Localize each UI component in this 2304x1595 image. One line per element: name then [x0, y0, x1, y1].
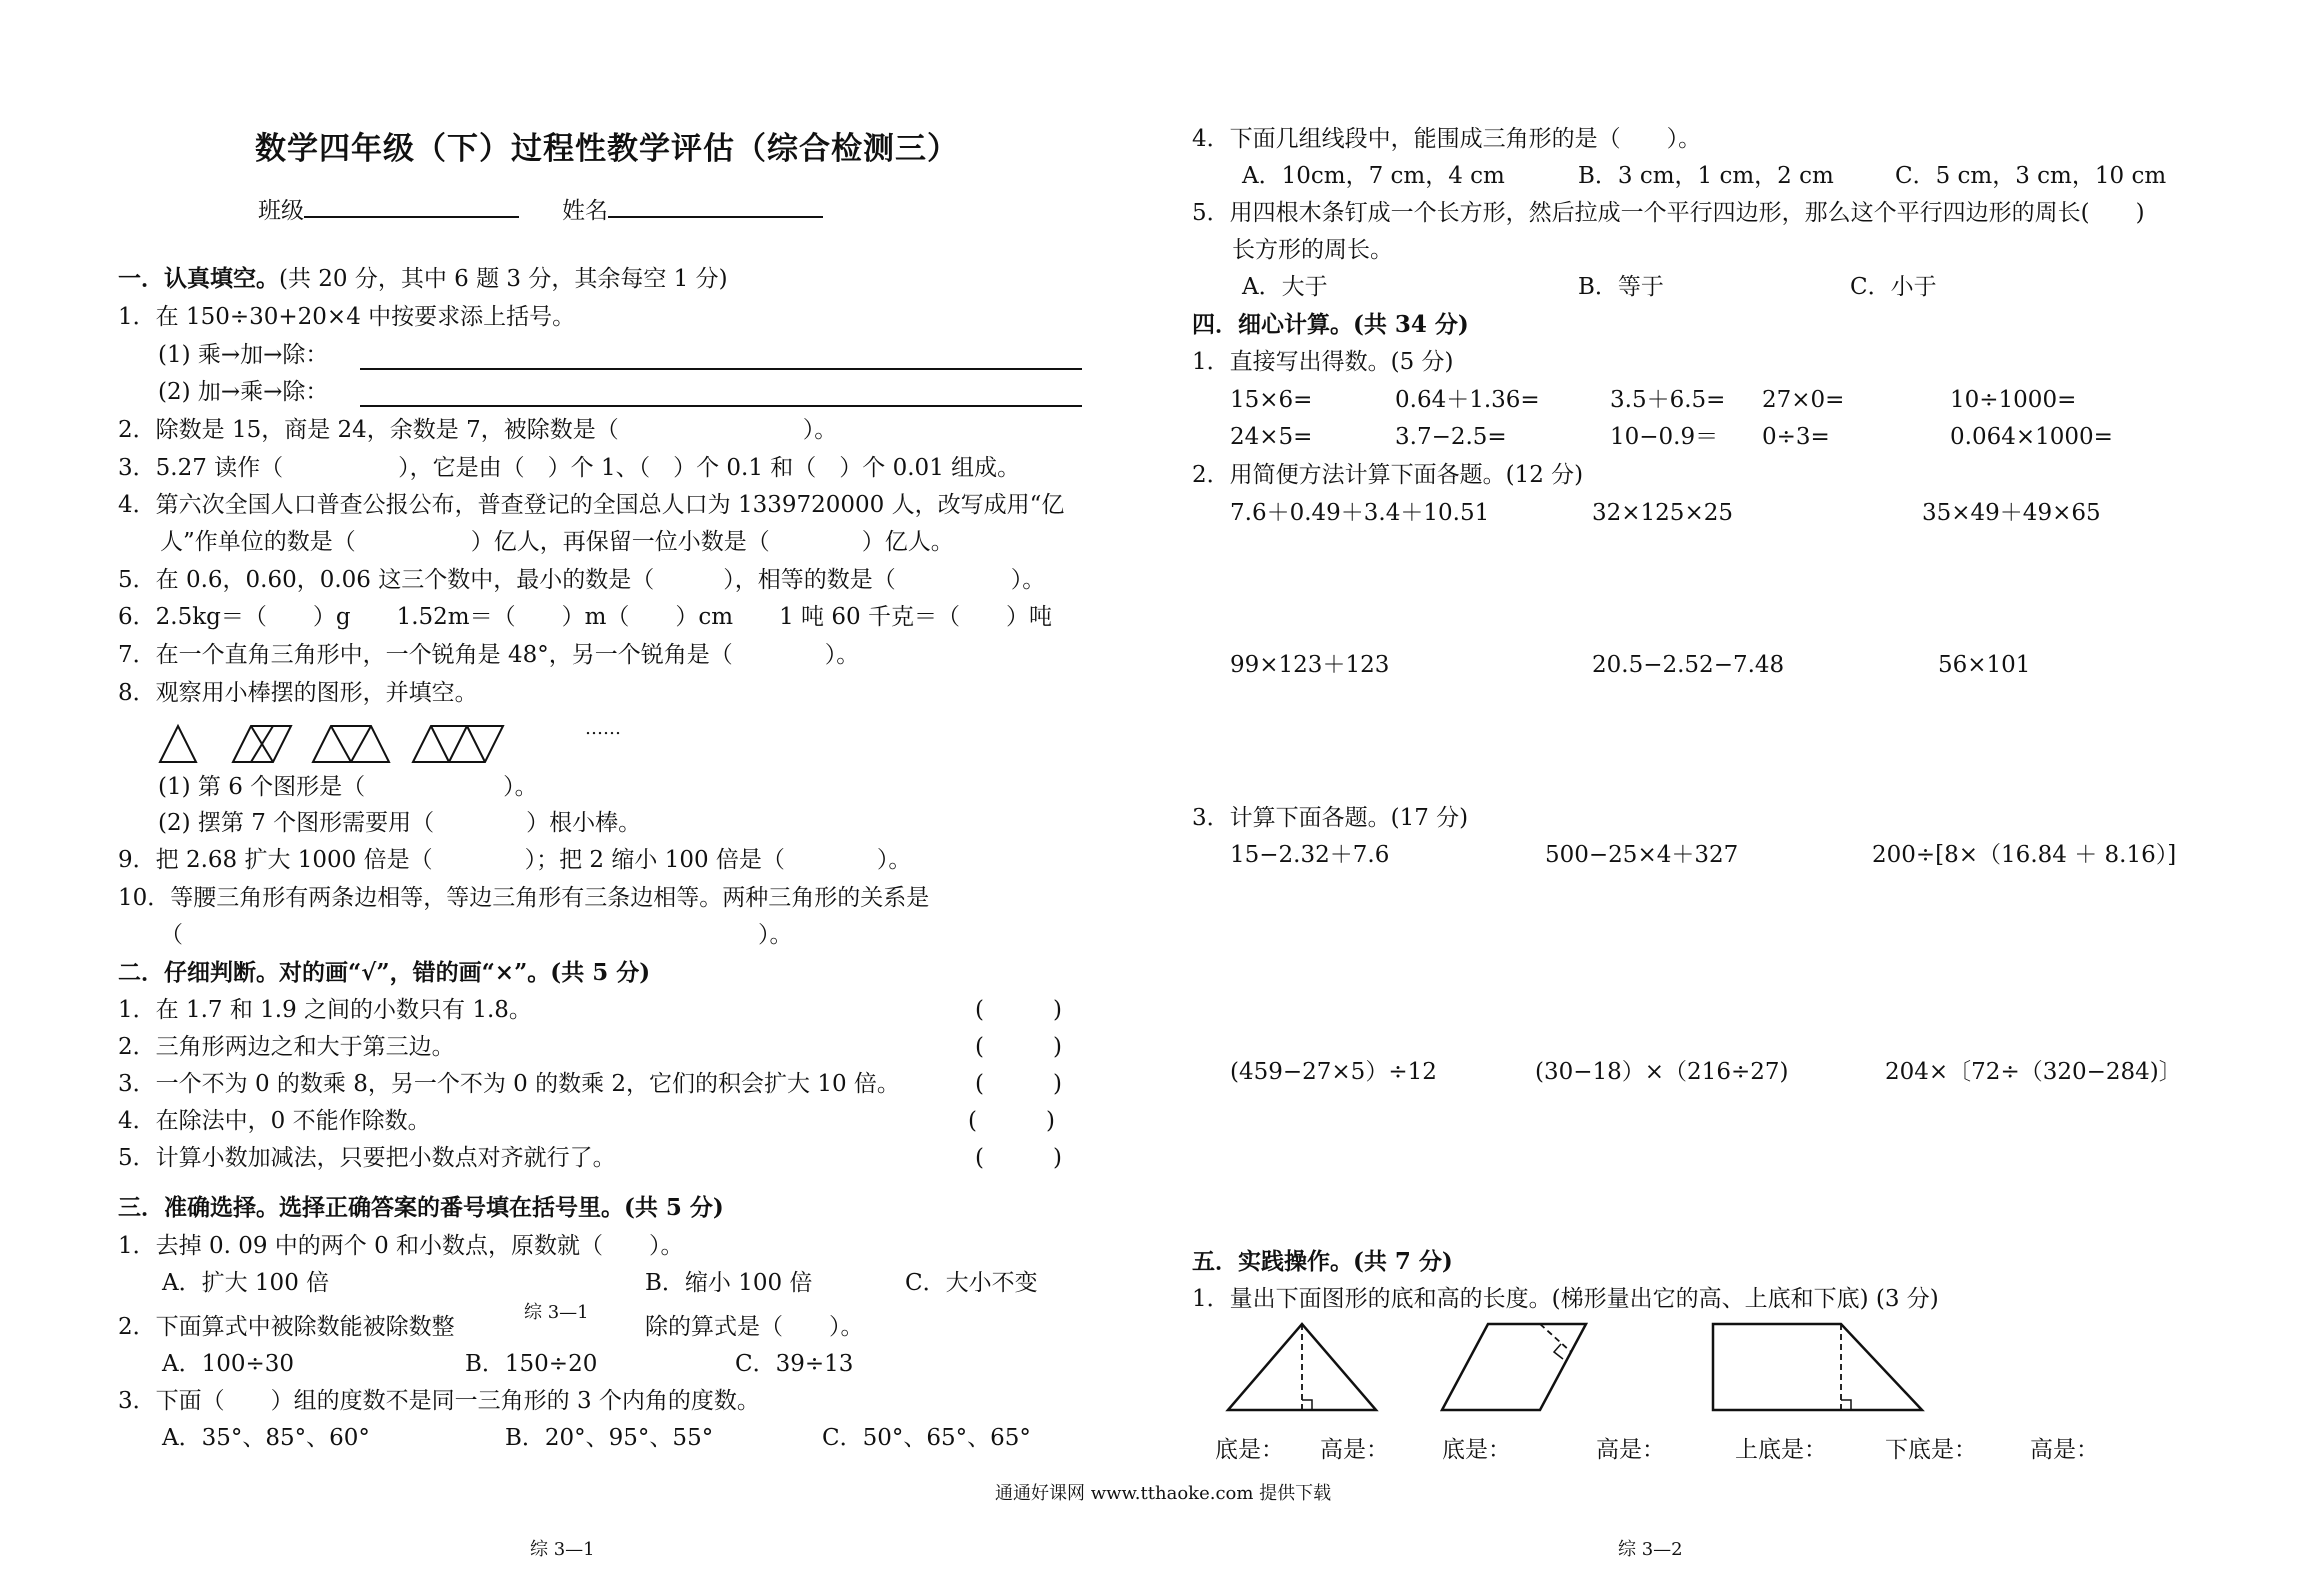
name-label: 姓名: [562, 198, 608, 224]
calc-row5-1: 15−2.32＋7.6: [1230, 842, 1390, 868]
s2-item-5: 5．计算小数加减法，只要把小数点对齐就行了。: [118, 1145, 616, 1171]
section-4-heading: 四．细心计算。(共 34 分): [1192, 311, 1469, 338]
trapezoid-shape: [1713, 1324, 1922, 1410]
s3-q2-end: 除的算式是（ ）。: [645, 1314, 864, 1340]
parallelogram-shape: [1442, 1324, 1586, 1410]
s4-q1: 1．直接写出得数。(5 分): [1192, 349, 1454, 375]
s1-q1a-text: (1) 乘→加→除：: [158, 342, 329, 368]
stick-figures: [155, 720, 525, 766]
s3-q1-option-b[interactable]: B．缩小 100 倍: [645, 1270, 813, 1296]
watermark-text[interactable]: 通通好课网 www.tthaoke.com 提供下载: [995, 1483, 1332, 1504]
s5-q1: 1．量出下面图形的底和高的长度。(梯形量出它的高、上底和下底) (3 分): [1192, 1286, 1939, 1312]
s3-q3: 3．下面（ ）组的度数不是同一三角形的 3 个内角的度数。: [118, 1388, 760, 1414]
calc-row1-4: 27×0=: [1762, 387, 1845, 413]
s1-q1a: [158, 340, 328, 370]
calc-row4-1: 99×123＋123: [1230, 652, 1390, 678]
calc-row2-5: 0.064×1000=: [1950, 424, 2113, 450]
s2-paren-2[interactable]: ( ): [975, 1034, 1062, 1060]
calc-row2-2: 3.7−2.5=: [1395, 424, 1507, 450]
calc-row3-2: 32×125×25: [1592, 500, 1733, 526]
s3-q2: 2．下面算式中被除数能被除数整: [118, 1314, 455, 1340]
s2-item-4: 4．在除法中，0 不能作除数。: [118, 1108, 431, 1134]
triangle-base-label: 底是：: [1215, 1437, 1284, 1463]
measurement-shapes: [1220, 1318, 2220, 1418]
r-q4-option-b[interactable]: B．3 cm，1 cm，2 cm: [1578, 163, 1834, 189]
r-q4-option-a[interactable]: A．10cm，7 cm，4 cm: [1242, 163, 1505, 189]
calc-row2-3: 10−0.9＝: [1610, 424, 1719, 450]
calc-row1-2: 0.64＋1.36=: [1395, 387, 1540, 413]
r-q5-line1: 5．用四根木条钉成一个长方形，然后拉成一个平行四边形，那么这个平行四边形的周长( ): [1192, 200, 2145, 226]
s2-item-2: 2．三角形两边之和大于第三边。: [118, 1034, 455, 1060]
s3-q1-option-a[interactable]: A．扩大 100 倍: [162, 1270, 330, 1296]
trapezoid-bottom-base-label: 下底是：: [1885, 1437, 1977, 1463]
stick-figures-ellipsis: ……: [585, 718, 621, 739]
s3-q2-page-mark: 综 3—1: [524, 1302, 589, 1323]
section-5-heading: 五．实践操作。(共 7 分): [1192, 1248, 1453, 1275]
s1-q2: 2．除数是 15，商是 24，余数是 7，被除数是（ ）。: [118, 417, 838, 443]
calc-row6-2: (30−18）×（216÷27): [1535, 1059, 1789, 1085]
triangle-height-label: 高是：: [1320, 1437, 1389, 1463]
stick-figure-1: [160, 726, 196, 762]
s1-q1a-blank[interactable]: [360, 346, 1082, 370]
s3-q1: 1．去掉 0. 09 中的两个 0 和小数点，原数就（ ）。: [118, 1233, 684, 1259]
calc-row2-1: 24×5=: [1230, 424, 1313, 450]
calc-row5-3: 200÷[8×（16.84 ＋ 8.16）]: [1872, 842, 2177, 868]
exam-title: 数学四年级（下）过程性教学评估（综合检测三）: [255, 131, 959, 167]
section-1-score: (共 20 分，其中 6 题 3 分，其余每空 1 分): [279, 266, 728, 292]
s2-paren-3[interactable]: ( ): [975, 1071, 1062, 1097]
s1-q8b: (2) 摆第 7 个图形需要用（ ）根小棒。: [158, 810, 642, 836]
s3-q3-option-c[interactable]: C．50°、65°、65°: [822, 1425, 1031, 1451]
s1-q5: 5．在 0.6，0.60，0.06 这三个数中，最小的数是（ ），相等的数是（ ）。: [118, 567, 1046, 593]
s3-q2-option-c[interactable]: C．39÷13: [735, 1351, 854, 1377]
s4-q2: 2．用简便方法计算下面各题。(12 分): [1192, 462, 1584, 488]
s1-q8a: (1) 第 6 个图形是（ ）。: [158, 774, 538, 800]
calc-row1-1: 15×6=: [1230, 387, 1313, 413]
s2-item-1: 1．在 1.7 和 1.9 之间的小数只有 1.8。: [118, 997, 532, 1023]
stick-figure-3: [313, 726, 389, 762]
s2-item-3: 3．一个不为 0 的数乘 8，另一个不为 0 的数乘 2，它们的积会扩大 10 倍。: [118, 1071, 900, 1097]
s1-q3: 3．5.27 读作（ ），它是由（ ）个 1、（ ）个 0.1 和（ ）个 0.01 组成。: [118, 455, 1021, 481]
calc-row2-4: 0÷3=: [1762, 424, 1830, 450]
s1-q9: 9．把 2.68 扩大 1000 倍是（ ）；把 2 缩小 100 倍是（ ）。: [118, 847, 912, 873]
parallelogram-height-label: 高是：: [1596, 1437, 1665, 1463]
calc-row3-1: 7.6＋0.49＋3.4＋10.51: [1230, 500, 1490, 526]
left-page: [0, 0, 1150, 1595]
section-3-heading: 三．准确选择。选择正确答案的番号填在括号里。(共 5 分): [118, 1194, 724, 1221]
calc-row5-2: 500−25×4＋327: [1545, 842, 1739, 868]
r-q4-option-c[interactable]: C．5 cm，3 cm，10 cm: [1895, 163, 2167, 189]
calc-row1-5: 10÷1000=: [1950, 387, 2077, 413]
section-2-heading: 二．仔细判断。对的画“√”，错的画“×”。(共 5 分): [118, 959, 651, 986]
s3-q3-option-b[interactable]: B．20°、95°、55°: [505, 1425, 714, 1451]
s3-q2-option-a[interactable]: A．100÷30: [162, 1351, 295, 1377]
r-q5-option-c[interactable]: C．小于: [1850, 274, 1937, 300]
s1-q8: 8．观察用小棒摆的图形，并填空。: [118, 680, 478, 706]
s3-q2-option-b[interactable]: B．150÷20: [465, 1351, 598, 1377]
r-q5-option-a[interactable]: A．大于: [1242, 274, 1328, 300]
section-1-heading: [118, 264, 728, 294]
calc-row4-3: 56×101: [1938, 652, 2031, 678]
s1-q1b-blank[interactable]: [360, 383, 1082, 407]
calc-row4-2: 20.5−2.52−7.48: [1592, 652, 1785, 678]
right-page: [995, 0, 2304, 1595]
calc-row6-1: (459−27×5）÷12: [1230, 1059, 1437, 1085]
parallelogram-base-label: 底是：: [1442, 1437, 1511, 1463]
s1-q10-line2: （ ）。: [160, 922, 793, 948]
s1-q6: 6．2.5kg＝（ ）g 1.52m＝（ ）m（ ）cm 1 吨 60 千克＝（ ）吨: [118, 604, 1052, 630]
s1-q4-line2: 人”作单位的数是（ ）亿人，再保留一位小数是（ ）亿人。: [160, 529, 954, 555]
s1-q1: 1．在 150÷30+20×4 中按要求添上括号。: [118, 304, 576, 330]
s1-q1b: [158, 377, 328, 407]
s2-paren-4[interactable]: ( ): [968, 1108, 1055, 1134]
s3-q3-option-a[interactable]: A．35°、85°、60°: [162, 1425, 370, 1451]
s2-paren-1[interactable]: ( ): [975, 997, 1062, 1023]
left-page-footer: 综 3—1: [530, 1539, 595, 1560]
class-field: [258, 194, 519, 226]
section-1-title: 一．认真填空。: [118, 265, 279, 292]
s2-paren-5[interactable]: ( ): [975, 1145, 1062, 1171]
s1-q10-line1: 10．等腰三角形有两条边相等，等边三角形有三条边相等。两种三角形的关系是: [118, 885, 930, 911]
calc-row3-3: 35×49＋49×65: [1922, 500, 2101, 526]
trapezoid-height-label: 高是：: [2030, 1437, 2099, 1463]
s1-q4-line1: 4．第六次全国人口普查公报公布，普查登记的全国总人口为 1339720000 人，改写成用“亿: [118, 492, 1065, 518]
name-blank[interactable]: [608, 194, 823, 218]
r-q5-option-b[interactable]: B．等于: [1578, 274, 1664, 300]
r-q4: 4．下面几组线段中，能围成三角形的是（ ）。: [1192, 126, 1702, 152]
s1-q1b-text: (2) 加→乘→除：: [158, 379, 329, 405]
right-page-footer: 综 3—2: [1618, 1539, 1683, 1560]
name-field: [562, 194, 823, 226]
s3-q1-option-c[interactable]: C．大小不变: [905, 1270, 1038, 1296]
class-label: 班级: [258, 198, 304, 224]
s1-q7: 7．在一个直角三角形中，一个锐角是 48°，另一个锐角是（ ）。: [118, 642, 860, 668]
calc-row6-3: 204×〔72÷（320−284)〕: [1885, 1059, 2182, 1085]
trapezoid-top-base-label: 上底是：: [1735, 1437, 1827, 1463]
class-blank[interactable]: [304, 194, 519, 218]
r-q5-line2: 长方形的周长。: [1232, 237, 1393, 263]
calc-row1-3: 3.5＋6.5=: [1610, 387, 1726, 413]
s4-q3: 3．计算下面各题。(17 分): [1192, 805, 1469, 831]
